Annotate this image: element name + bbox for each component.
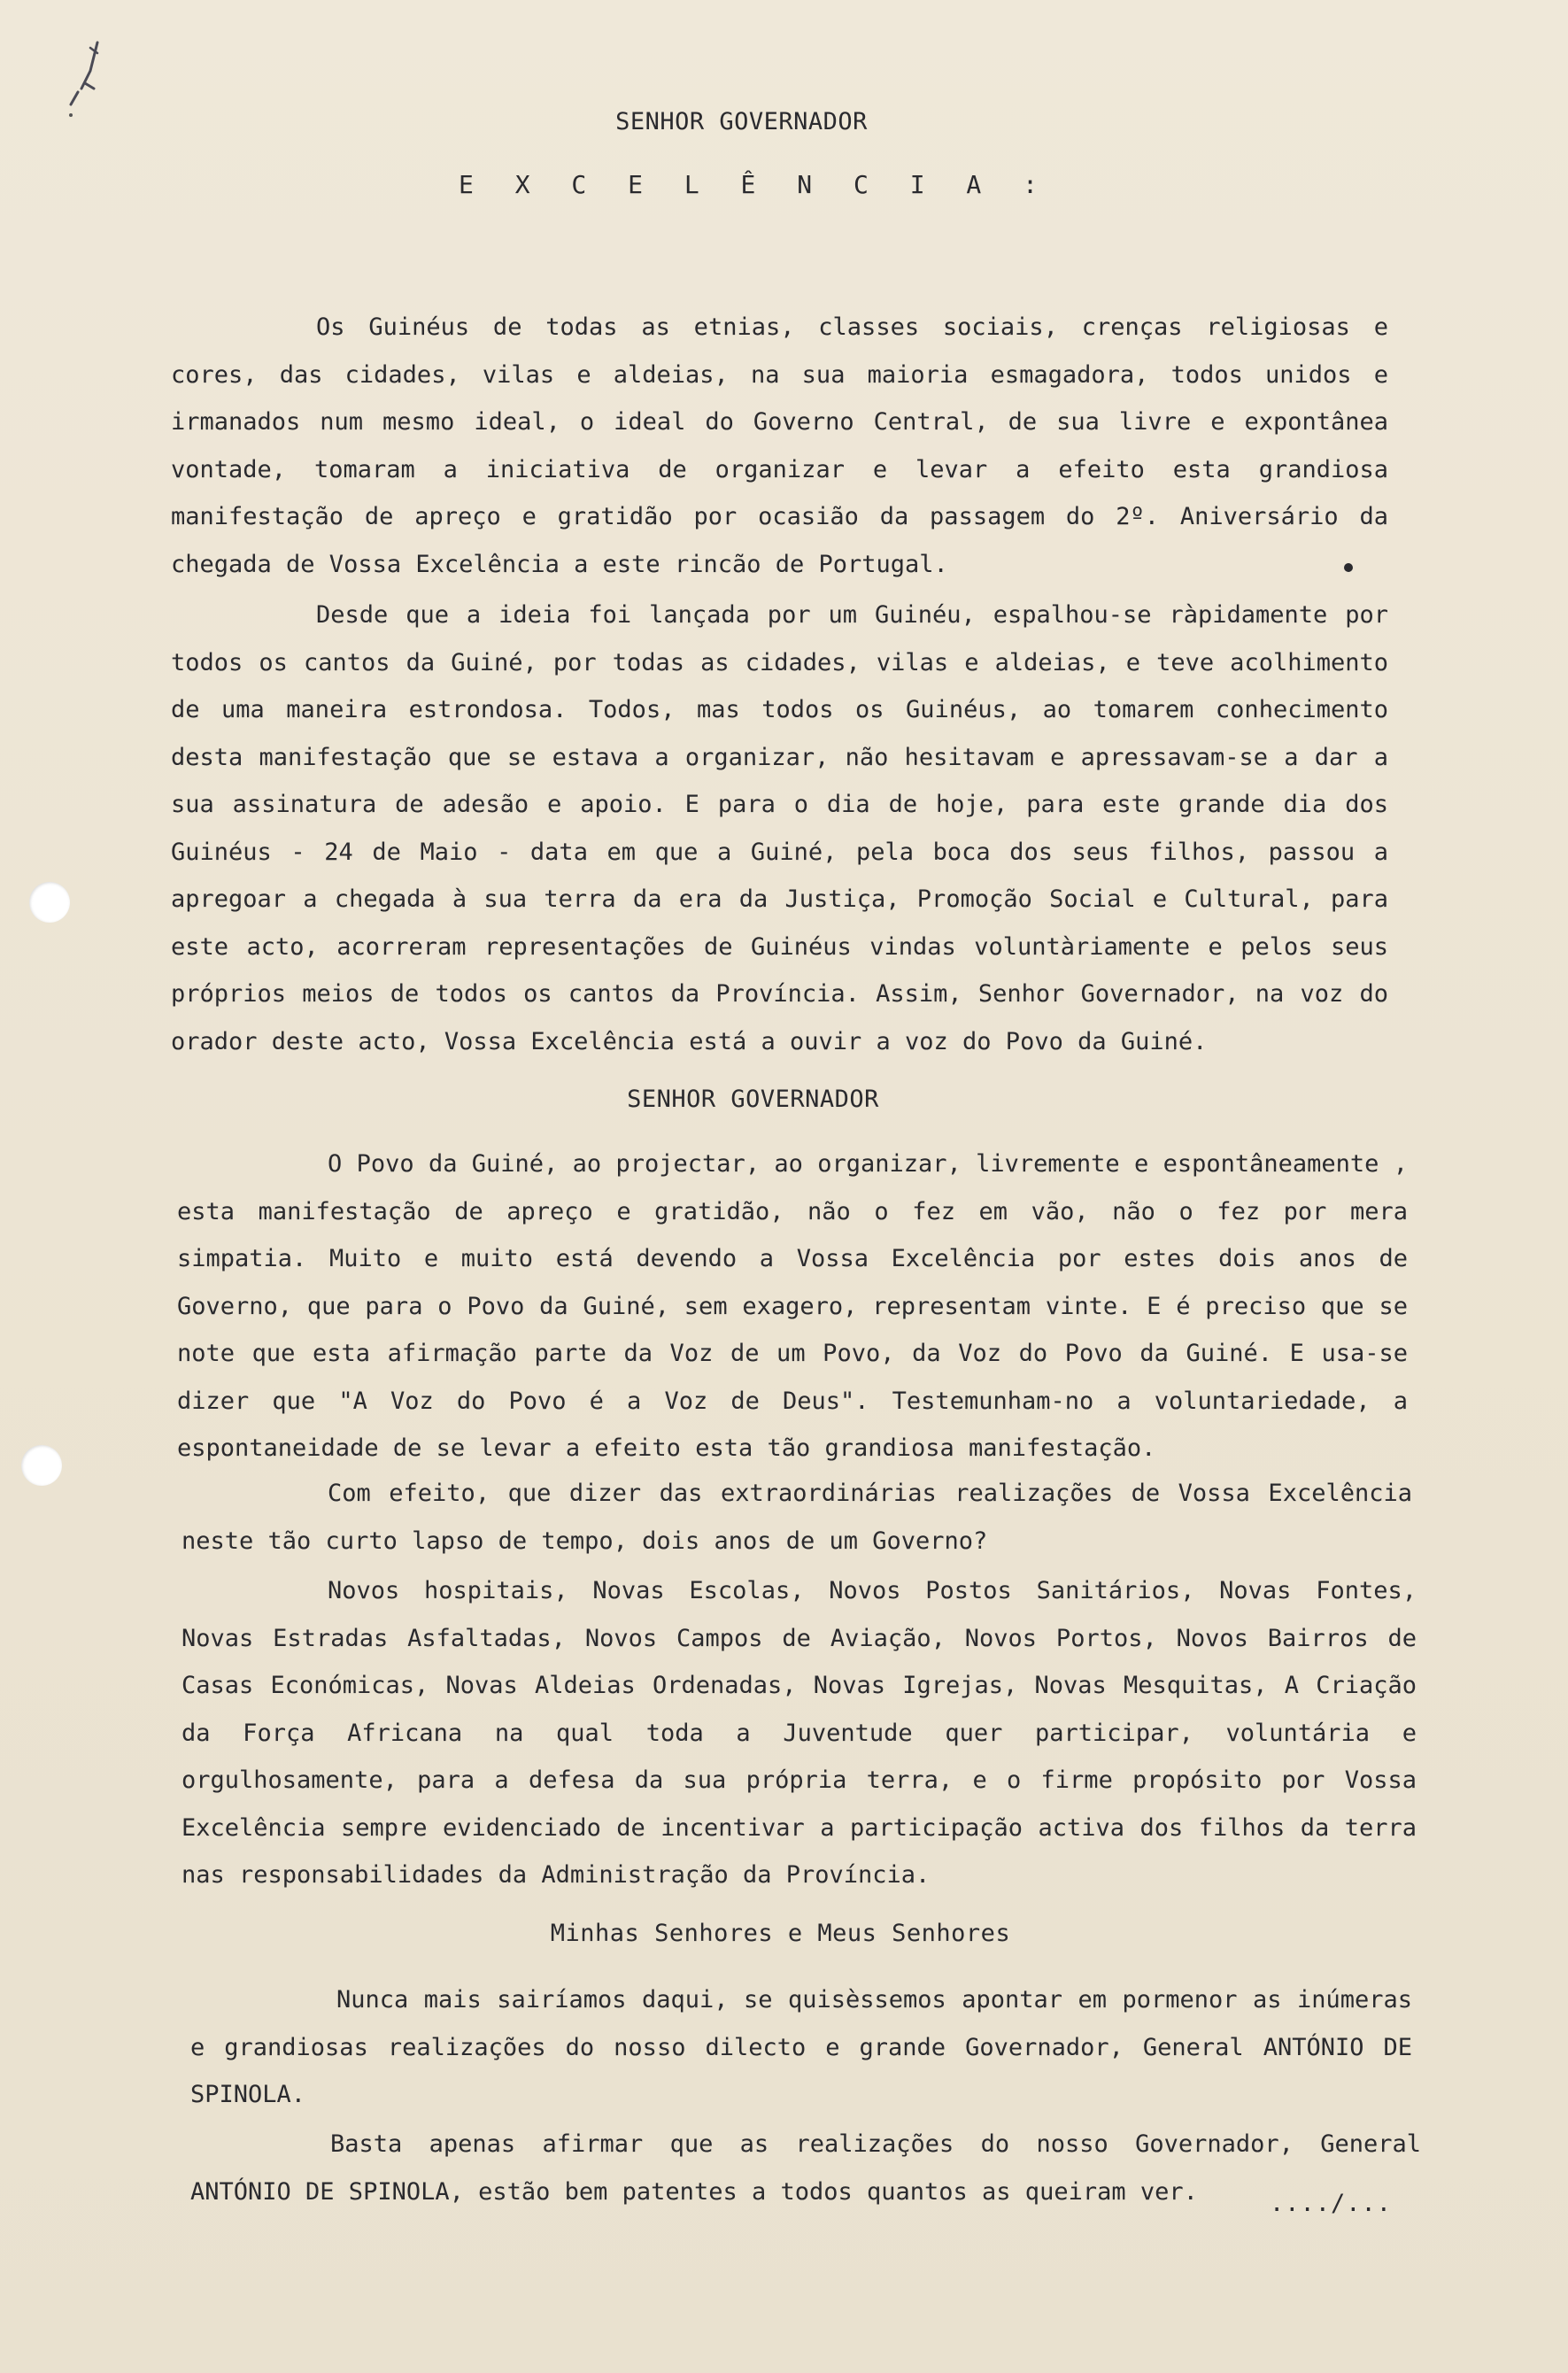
ink-dot xyxy=(1344,563,1353,572)
punch-hole xyxy=(29,882,70,923)
paragraph: Basta apenas afirmar que as realizações do nosso Governador, General ANTÓNIO DE SPINOLA, estão bem patentes a todos quantos as queiram ver. xyxy=(190,2130,1421,2206)
page-continuation-marker: ..../... xyxy=(1270,2190,1393,2217)
section-heading: SENHOR GOVERNADOR xyxy=(627,1086,879,1113)
paragraph: Os Guinéus de todas as etnias, classes sociais, crenças religiosas e cores, das cidades, vilas e aldeias, na sua maioria esmagadora, todos unidos e irmanados num mesmo ideal, o ideal do Governo Central, de sua livre e expontânea vontade, tomaram a iniciativa de organizar e levar a efeito esta grandiosa manifestação de apreço e gratidão por ocasião da passagem do 2º. Aniversário da chegada de Vossa Excelência a este rincão de Portugal. xyxy=(171,313,1388,578)
paragraph: O Povo da Guiné, ao projectar, ao organizar, livremente e espontâneamente , esta manifestação de apreço e gratidão, não o fez em vão, não o fez por mera simpatia. Muito e muito está devendo a Vossa Excelência por estes dois anos de Governo, que para o Povo da Guiné, sem exagero, representam vinte. E é preciso que se note que esta afirmação parte da Voz de um Povo, da Voz do Povo da Guiné. E usa-se dizer que "A Voz do Povo é a Voz de Deus". Testemunham-no a voluntariedade, a espontaneidade de se levar a efeito esta tão grandiosa manifestação. xyxy=(177,1150,1408,1462)
page-title: SENHOR GOVERNADOR xyxy=(615,108,868,135)
paragraph: Com efeito, que dizer das extraordinárias realizações de Vossa Excelência neste tão curto lapso de tempo, dois anos de um Governo? xyxy=(182,1480,1412,1555)
salutation: E X C E L Ê N C I A : xyxy=(458,170,1051,199)
punch-hole xyxy=(21,1445,62,1486)
section-heading: Minhas Senhores e Meus Senhores xyxy=(550,1920,1011,1947)
paragraph: Nunca mais sairíamos daqui, se quisèssemos apontar em pormenor as inúmeras e grandiosas realizações do nosso dilecto e grande Governador, General ANTÓNIO DE SPINOLA. xyxy=(190,1986,1412,2108)
paragraph: Desde que a ideia foi lançada por um Guinéu, espalhou-se ràpidamente por todos os cantos da Guiné, por todas as cidades, vilas e aldeias, e teve acolhimento de uma maneira estrondosa. Todos, mas todos os Guinéus, ao tomarem conhecimento desta manifestação que se estava a organizar, não hesitavam e apressavam-se a dar a sua assinatura de adesão e apoio. E para o dia de hoje, para este grande dia dos Guinéus - 24 de Maio - data em que a Guiné, pela boca dos seus filhos, passou a apregoar a chegada à sua terra da era da Justiça, Promoção Social e Cultural, para este acto, acorreram representações de Guinéus vindas voluntàriamente e pelos seus próprios meios de todos os cantos da Província. Assim, Senhor Governador, na voz do orador deste acto, Vossa Excelência está a ouvir a voz do Povo da Guiné. xyxy=(171,601,1388,1055)
paragraph: Novos hospitais, Novas Escolas, Novos Postos Sanitários, Novas Fontes, Novas Estradas Asfaltadas, Novos Campos de Aviação, Novos Portos, Novos Bairros de Casas Económicas, Novas Aldeias Ordenadas, Novas Igrejas, Novas Mesquitas, A Criação da Força Africana na qual toda a Juventude quer participar, voluntária e orgulhosamente, para a defesa da sua própria terra, e o firme propósito por Vossa Excelência sempre evidenciado de incentivar a participação activa dos filhos da terra nas responsabilidades da Administração da Província. xyxy=(182,1577,1417,1889)
